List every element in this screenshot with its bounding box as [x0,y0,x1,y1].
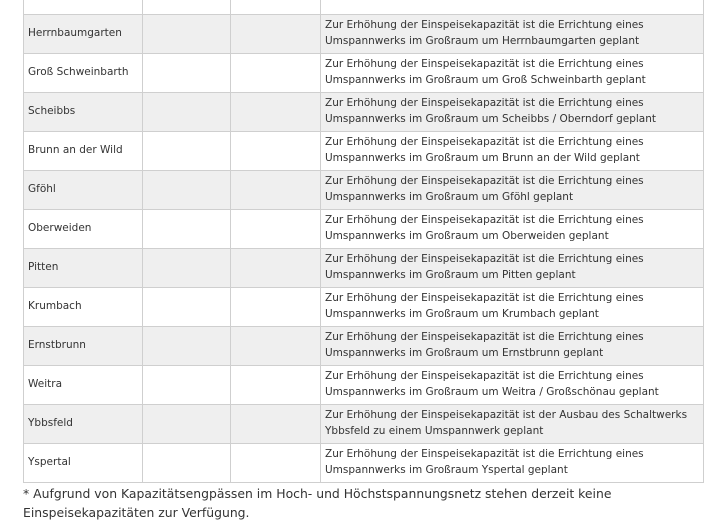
table-cell [231,15,321,54]
note-cell: Zur Erhöhung der Einspeisekapazität ist die Errichtung eines Umspannwerks im Großraum um Gföhl geplant [321,171,704,210]
table-cell [143,327,231,366]
note-cell: Zur Erhöhung der Einspeisekapazität ist die Errichtung eines Umspannwerks im Großraum um Oberweiden geplant [321,210,704,249]
table-row [24,366,704,405]
location-cell: Weitra [24,366,143,405]
capacity-table [23,0,704,483]
table-cell [143,444,231,483]
note-cell: Zur Erhöhung der Einspeisekapazität ist die Errichtung eines Umspannwerks im Großraum um Weitra / Großschönau geplant [321,366,704,405]
table-cell [143,405,231,444]
table-row [24,249,704,288]
table-row [24,54,704,93]
table-cell [231,444,321,483]
table-cell [231,366,321,405]
table-row [24,93,704,132]
table-cell [143,210,231,249]
footnote: * Aufgrund von Kapazitätsengpässen im Hoch- und Höchstspannungsnetz stehen derzeit keine Einspeisekapazitäten zur Verfügung. [23,486,612,520]
location-cell: Oberweiden [24,210,143,249]
table-cell [231,132,321,171]
note-cell: Zur Erhöhung der Einspeisekapazität ist die Errichtung eines Umspannwerks im Großraum um Ernstbrunn geplant [321,327,704,366]
location-cell: Ybbsfeld [24,405,143,444]
note-cell: Zur Erhöhung der Einspeisekapazität ist die Errichtung eines Umspannwerks im Großraum Yspertal geplant [321,444,704,483]
table-cell [231,249,321,288]
table-cell [231,54,321,93]
table-cell [143,15,231,54]
table-row [24,132,704,171]
table-cell [143,0,231,15]
table-cell [231,210,321,249]
table-cell [24,0,143,15]
table-cell [143,54,231,93]
note-cell: Zur Erhöhung der Einspeisekapazität ist die Errichtung eines Umspannwerks im Großraum um Krumbach geplant [321,288,704,327]
table-cell [143,132,231,171]
location-cell: Herrnbaumgarten [24,15,143,54]
table-cell [143,171,231,210]
location-cell: Ernstbrunn [24,327,143,366]
table-cell [231,0,321,15]
location-cell: Krumbach [24,288,143,327]
location-cell: Groß Schweinbarth [24,54,143,93]
note-cell: Zur Erhöhung der Einspeisekapazität ist der Ausbau des Schaltwerks Ybbsfeld zu einem Umspannwerk geplant [321,405,704,444]
note-cell: Zur Erhöhung der Einspeisekapazität ist die Errichtung eines Umspannwerks im Großraum um Brunn an der Wild geplant [321,132,704,171]
location-cell: Pitten [24,249,143,288]
table-row [24,444,704,483]
location-cell: Scheibbs [24,93,143,132]
note-cell: Zur Erhöhung der Einspeisekapazität ist die Errichtung eines Umspannwerks im Großraum um Scheibbs / Oberndorf geplant [321,93,704,132]
table-cell [231,288,321,327]
table-cell [143,288,231,327]
table-row [24,210,704,249]
table-cell [143,93,231,132]
location-cell: Yspertal [24,444,143,483]
table-cell [231,93,321,132]
table-row-partial [24,0,704,15]
note-cell: Zur Erhöhung der Einspeisekapazität ist die Errichtung eines Umspannwerks im Großraum um Pitten geplant [321,249,704,288]
table-cell [321,0,704,15]
table-row [24,15,704,54]
location-cell: Brunn an der Wild [24,132,143,171]
capacity-table-container [23,0,703,483]
table-row [24,405,704,444]
table-cell [231,327,321,366]
location-cell: Gföhl [24,171,143,210]
table-cell [143,249,231,288]
table-cell [143,366,231,405]
table-cell [231,171,321,210]
table-row [24,327,704,366]
table-row [24,288,704,327]
note-cell: Zur Erhöhung der Einspeisekapazität ist die Errichtung eines Umspannwerks im Großraum um Herrnbaumgarten geplant [321,15,704,54]
table-row [24,171,704,210]
note-cell: Zur Erhöhung der Einspeisekapazität ist die Errichtung eines Umspannwerks im Großraum um Groß Schweinbarth geplant [321,54,704,93]
table-cell [231,405,321,444]
